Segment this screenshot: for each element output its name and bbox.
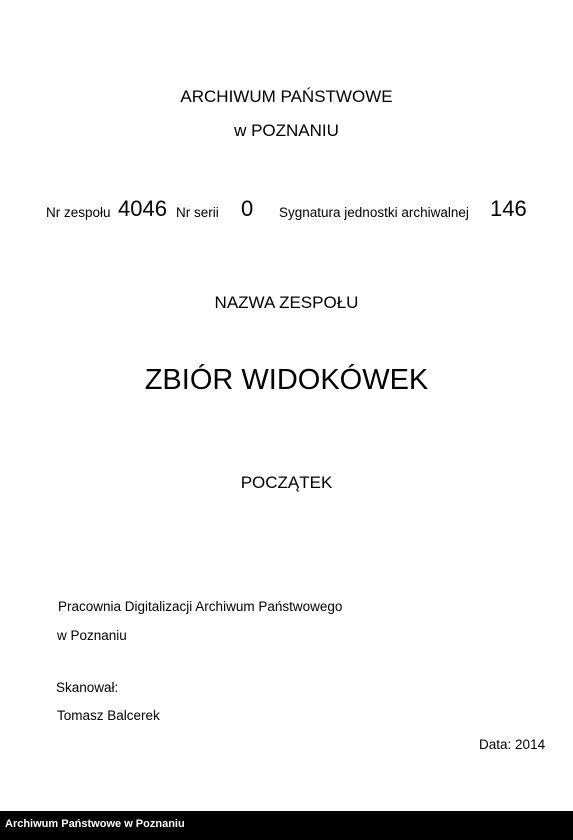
fond-number-label: Nr zespołu: [46, 205, 111, 220]
archive-city: w POZNANIU: [234, 121, 339, 140]
start-marker: POCZĄTEK: [240, 473, 333, 492]
date-row: [479, 737, 545, 752]
series-number-label: Nr serii: [176, 205, 219, 220]
date-value: 2014: [515, 737, 546, 752]
fond-name: ZBIÓR WIDOKÓWEK: [144, 364, 429, 396]
scanned-by-name: Tomasz Balcerek: [57, 708, 160, 723]
date-label: Data:: [479, 737, 512, 752]
archive-name: ARCHIWUM PAŃSTWOWE: [180, 87, 393, 106]
scanned-by-label: Skanował:: [56, 680, 119, 695]
series-number-value: 0: [241, 196, 254, 221]
footer-bar: [0, 811, 573, 840]
fond-number-value: 4046: [118, 196, 167, 221]
signature-value: 146: [490, 196, 527, 221]
fond-name-label: NAZWA ZESPOŁU: [214, 293, 359, 312]
digitization-lab-name: Pracownia Digitalizacji Archiwum Państwowego: [58, 599, 343, 614]
footer-text: Archiwum Państwowe w Poznaniu: [5, 818, 185, 830]
signature-label: Sygnatura jednostki archiwalnej: [279, 205, 469, 220]
digitization-lab-city: w Poznaniu: [57, 628, 127, 643]
